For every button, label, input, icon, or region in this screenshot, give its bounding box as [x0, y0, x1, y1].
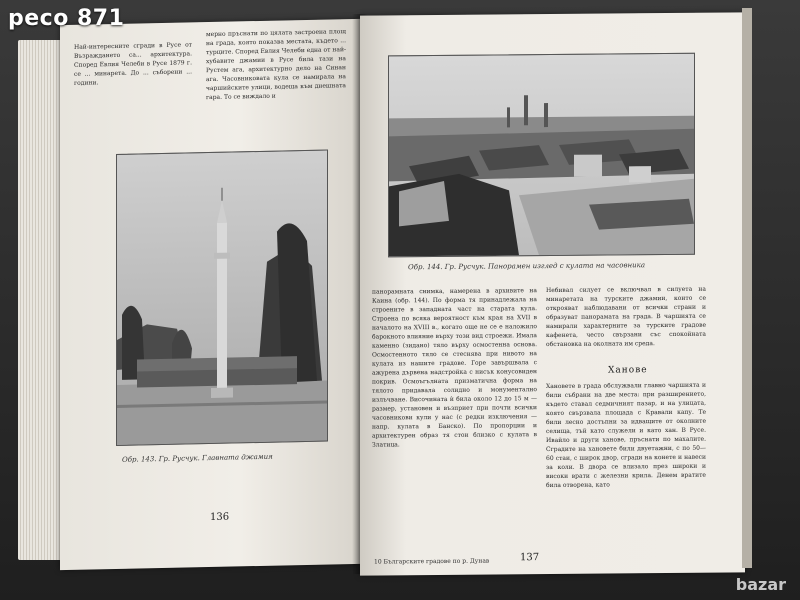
right-page-footer-note: 10 Българските градове по р. Дунав [374, 557, 490, 566]
right-page-col1-text: панорамната снимка, намерена в архивите на Каина (обр. 144). По форма тя принадлежала на строените в западната част на старата кула. Строена по всяка вероятност към края на XVII в началото на XVIII в., когато още не се е наложило барокното влияние върху този вид строежи. Имала каменно (зидано) тяло върху осмостенна основа. Осмостенното тяло се стеснява при нивото на кулата из нашите градове. Горе завършвала с ажурена дървена надстройка с нисък конусовиден покрив. Осмоъгълната призматична форма на тялото придавала солидно и монументално излъчване. Височината ѝ била около 12 до 15 м — размер, установен и възприет при почти всички часовникови кули у нас (с редки изключения — напр. кулата в Банско). По пропорции и архитектурен образ тя стои близко с кулата в Златица. [372, 287, 537, 449]
left-page [60, 19, 360, 570]
right-page-col2-text: Небивал силует се включвал в силуета на минаретата на турските джамии, които се открояват наблюдавани от всички страни и образуват панорамата на града. В чаршията се намирали характерните за турските градове кафенета, често свързани със спокойната обстановка на околната им среда. [546, 285, 706, 349]
right-page-number: 137 [520, 552, 540, 564]
left-photo-caption: Обр. 143. Гр. Русчук. Главната джамия [122, 452, 273, 464]
left-page-number: 136 [210, 511, 230, 523]
watermark-bottom: bazar [735, 575, 786, 594]
left-page-text-top-right: мерно пръснати по цялата застроена площ на града, която показва местата, където ... турците. Според Евлия Челеби една от най-хубавите джамии в Русе била тази на Рустем ага, архитектурно дело на Синан ага. Часовниковата кула се намирала на чаршийските улици, водеща към днешната гара. То се виждало и [206, 28, 346, 102]
right-cover-edge [742, 8, 752, 568]
left-page-text-top-left: Най-интересните сгради в Русе от Възраждането са... архитектура. Според Евлия Челеби в Русе 1879 г. се ... минарета. До ... съборени ... години. [74, 41, 192, 87]
right-photo-caption: Обр. 144. Гр. Русчук. Панорамен изглед с кулата на часовника [408, 261, 645, 272]
mosque-minaret-illustration [117, 151, 327, 445]
mosque-minaret-photo [116, 150, 328, 446]
right-page [360, 12, 745, 575]
right-page-col2-text-after: Хановете в града обслужвали главно чаршията и били събрани на две места: при разширението, където ставал седмичният пазар, и на улицата, която свързвала площада с Кравали капу. Те били лесно достъпни за идващите от околните селища, тъй като служели и като хан. В Русе. Ивайло и други ханове, пръснати по махалите. Сградите на хановете били двуетажни, с по 50—60 стаи, с широк двор, сгради на конете и навеси за коли. В двора се влизало през широки и високи врати с железни крила. Денем вратите била отворена, като [546, 381, 706, 490]
watermark-top: peco 871 [8, 6, 125, 31]
section-heading-hanove: Ханове [608, 365, 648, 376]
panorama-photo [388, 53, 695, 258]
town-panorama-illustration [389, 54, 694, 257]
